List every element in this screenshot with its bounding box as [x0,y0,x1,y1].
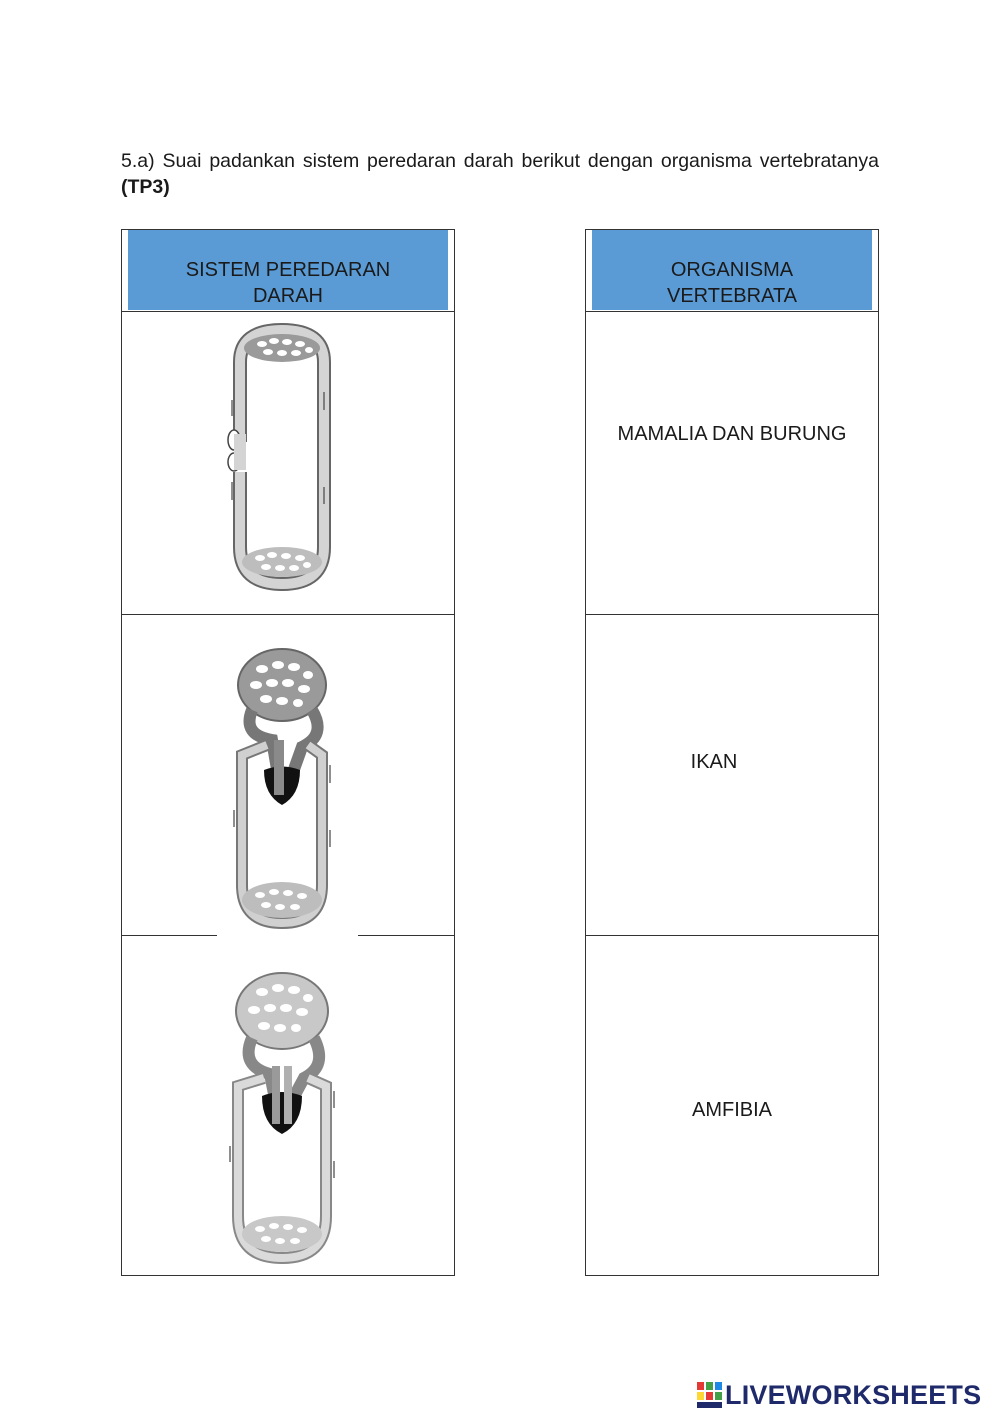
vertebrate-option-1[interactable]: MAMALIA DAN BURUNG [617,423,847,445]
circulation-cell-3[interactable] [122,936,454,1276]
row-divider [586,935,878,936]
vertebrate-option-3[interactable]: AMFIBIA [691,1099,772,1121]
question-tag: (TP3) [121,176,170,198]
single-circulation-diagram[interactable] [212,322,352,592]
vertebrate-option-2[interactable]: IKAN [690,751,738,773]
circulation-header-line1: SISTEM PEREDARAN [185,259,391,281]
circulation-table [121,229,455,1276]
row-divider [586,311,878,312]
liveworksheets-wordmark: LIVEWORKSHEETS [725,1379,982,1410]
row-divider [586,614,878,615]
circulation-cell-1[interactable] [122,312,454,614]
question-text [121,148,879,200]
vertebrate-header [592,230,872,310]
circulation-cell-2[interactable] [122,615,454,935]
question-body: 5.a) Suai padankan sistem peredaran darah berikut dengan organisma vertebratanya [121,150,879,172]
double-circulation-four-chamber-diagram[interactable] [212,966,352,1266]
vertebrate-header-line2: VERTEBRATA [666,285,798,307]
circulation-header-line2: DARAH [252,285,323,307]
vertebrate-header-line1: ORGANISMA [670,259,794,281]
liveworksheets-logo [697,1378,981,1412]
circulation-header [128,230,448,310]
double-circulation-three-chamber-diagram[interactable] [212,645,352,930]
vertebrate-table [585,229,879,1276]
divider-gap [217,933,358,937]
liveworksheets-logo-icon [697,1380,723,1410]
